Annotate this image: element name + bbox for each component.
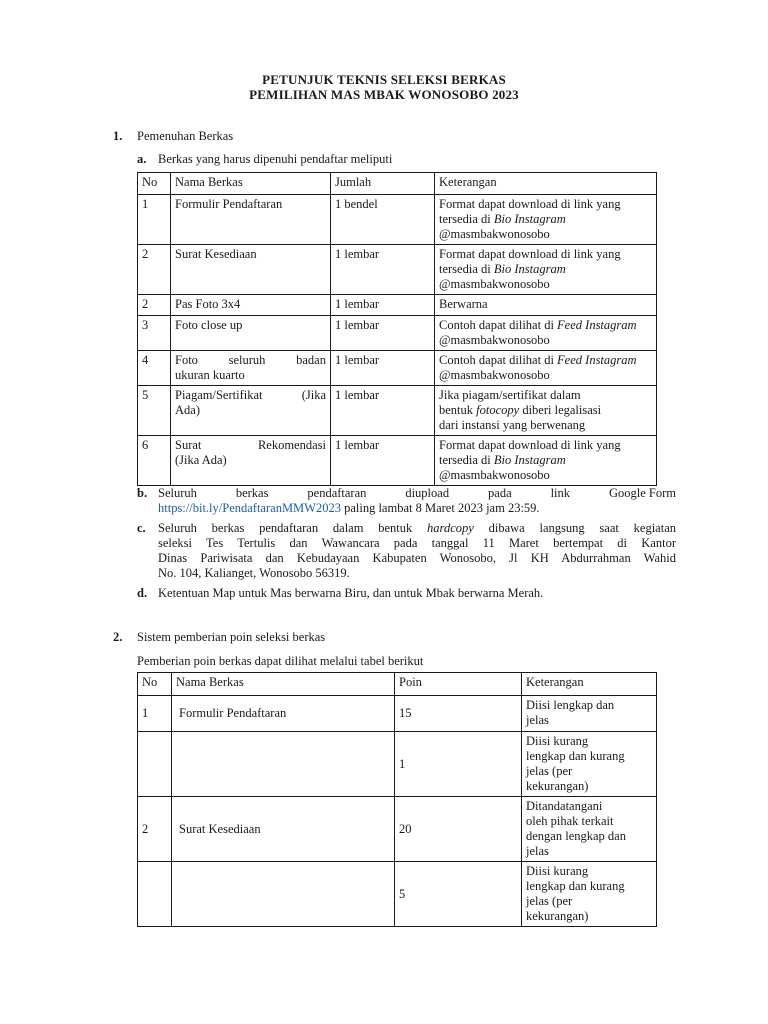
cell-jumlah: 1 bendel — [331, 195, 435, 245]
section-1-number: 1. — [113, 129, 123, 143]
item-c-letter: c. — [137, 521, 146, 535]
header-cell: Keterangan — [435, 173, 657, 195]
cell-keterangan: Diisi lengkap dan jelas — [522, 696, 657, 732]
item-a-letter: a. — [137, 152, 147, 166]
cell-poin: 20 — [395, 797, 522, 862]
table-row — [138, 436, 657, 486]
cell-no: 2 — [138, 245, 171, 295]
cell-no: 2 — [138, 295, 171, 316]
document-title-line1: PETUNJUK TEKNIS SELEKSI BERKAS — [262, 72, 506, 87]
table-row — [138, 195, 657, 245]
item-c-text: Seluruh berkas pendaftaran dalam bentuk hardcopy dibawa langsung saat kegiatan seleksi Tes Tertulis dan Wawancara pada tanggal 11 Maret bertempat di Kantor Dinas Pariwisata dan Kebudayaan Kabupaten Wonosobo, Jl KH Abdurrahman Wahid No. 104, Kalianget, Wonosobo 56319. — [158, 521, 676, 580]
header-cell: No — [138, 173, 171, 195]
table-row — [138, 862, 657, 927]
cell-keterangan: Ditandatangani oleh pihak terkait dengan lengkap dan jelas — [522, 797, 657, 862]
table-header-row — [138, 173, 657, 195]
cell-keterangan: Contoh dapat dilihat di Feed Instagram @masmbakwonosobo — [435, 316, 657, 351]
header-cell: Nama Berkas — [172, 673, 395, 696]
table-row — [138, 245, 657, 295]
item-b-letter: b. — [137, 486, 148, 500]
cell-no: 2 — [138, 797, 172, 862]
document-title-line2: PEMILIHAN MAS MBAK WONOSOBO 2023 — [249, 87, 519, 102]
table-row — [138, 797, 657, 862]
cell-nama: Surat Rekomendasi (Jika Ada) — [171, 436, 331, 486]
header-cell: Poin — [395, 673, 522, 696]
cell-jumlah: 1 lembar — [331, 386, 435, 436]
cell-nama: Pas Foto 3x4 — [171, 295, 331, 316]
cell-poin: 15 — [395, 696, 522, 732]
poin-table — [137, 672, 657, 927]
cell-no: 1 — [138, 195, 171, 245]
cell-keterangan: Diisi kurang lengkap dan kurang jelas (per kekurangan) — [522, 862, 657, 927]
section-2-heading: Sistem pemberian poin seleksi berkas — [137, 630, 326, 644]
cell-nama: Surat Kesediaan — [172, 797, 395, 862]
cell-keterangan: Jika piagam/sertifikat dalam bentuk fotocopy diberi legalisasi dari instansi yang berwenang — [435, 386, 657, 436]
cell-keterangan: Format dapat download di link yang tersedia di Bio Instagram @masmbakwonosobo — [435, 245, 657, 295]
cell-keterangan: Format dapat download di link yang tersedia di Bio Instagram @masmbakwonosobo — [435, 436, 657, 486]
cell-nama: Formulir Pendaftaran — [171, 195, 331, 245]
item-a-text: Berkas yang harus dipenuhi pendaftar meliputi — [158, 152, 393, 166]
cell-nama: Surat Kesediaan — [171, 245, 331, 295]
table-header-row — [138, 673, 657, 696]
cell-jumlah: 1 lembar — [331, 295, 435, 316]
registration-link[interactable]: https://bit.ly/PendaftaranMMW2023 — [158, 501, 341, 515]
table-row — [138, 351, 657, 386]
section-2-number: 2. — [113, 630, 123, 644]
item-d-text: Ketentuan Map untuk Mas berwarna Biru, dan untuk Mbak berwarna Merah. — [158, 586, 544, 600]
cell-poin: 5 — [395, 862, 522, 927]
cell-no: 4 — [138, 351, 171, 386]
cell-no: 5 — [138, 386, 171, 436]
cell-nama — [172, 732, 395, 797]
cell-no: 3 — [138, 316, 171, 351]
cell-no — [138, 862, 172, 927]
cell-jumlah: 1 lembar — [331, 436, 435, 486]
berkas-table — [137, 172, 657, 486]
section-2-intro: Pemberian poin berkas dapat dilihat melalui tabel berikut — [137, 654, 424, 668]
cell-nama: Foto close up — [171, 316, 331, 351]
cell-jumlah: 1 lembar — [331, 316, 435, 351]
table-row — [138, 696, 657, 732]
cell-nama: Formulir Pendaftaran — [172, 696, 395, 732]
item-d-letter: d. — [137, 586, 148, 600]
table-row — [138, 295, 657, 316]
header-cell: Nama Berkas — [171, 173, 331, 195]
cell-keterangan: Format dapat download di link yang tersedia di Bio Instagram @masmbakwonosobo — [435, 195, 657, 245]
table-row — [138, 316, 657, 351]
cell-no: 1 — [138, 696, 172, 732]
cell-jumlah: 1 lembar — [331, 351, 435, 386]
cell-nama: Foto seluruh badan ukuran kuarto — [171, 351, 331, 386]
cell-keterangan: Diisi kurang lengkap dan kurang jelas (per kekurangan) — [522, 732, 657, 797]
cell-jumlah: 1 lembar — [331, 245, 435, 295]
cell-no: 6 — [138, 436, 171, 486]
header-cell: Jumlah — [331, 173, 435, 195]
section-1-heading: Pemenuhan Berkas — [137, 129, 234, 143]
header-cell: Keterangan — [522, 673, 657, 696]
cell-no — [138, 732, 172, 797]
cell-nama — [172, 862, 395, 927]
item-b-text: Seluruh berkas pendaftaran diupload pada link Google Form https://bit.ly/PendaftaranMMW2023 paling lambat 8 Maret 2023 jam 23:59. — [158, 486, 676, 515]
header-cell: No — [138, 673, 172, 696]
cell-nama: Piagam/Sertifikat (Jika Ada) — [171, 386, 331, 436]
cell-keterangan: Contoh dapat dilihat di Feed Instagram @masmbakwonosobo — [435, 351, 657, 386]
cell-keterangan: Berwarna — [435, 295, 657, 316]
table-row — [138, 386, 657, 436]
cell-poin: 1 — [395, 732, 522, 797]
table-row — [138, 732, 657, 797]
